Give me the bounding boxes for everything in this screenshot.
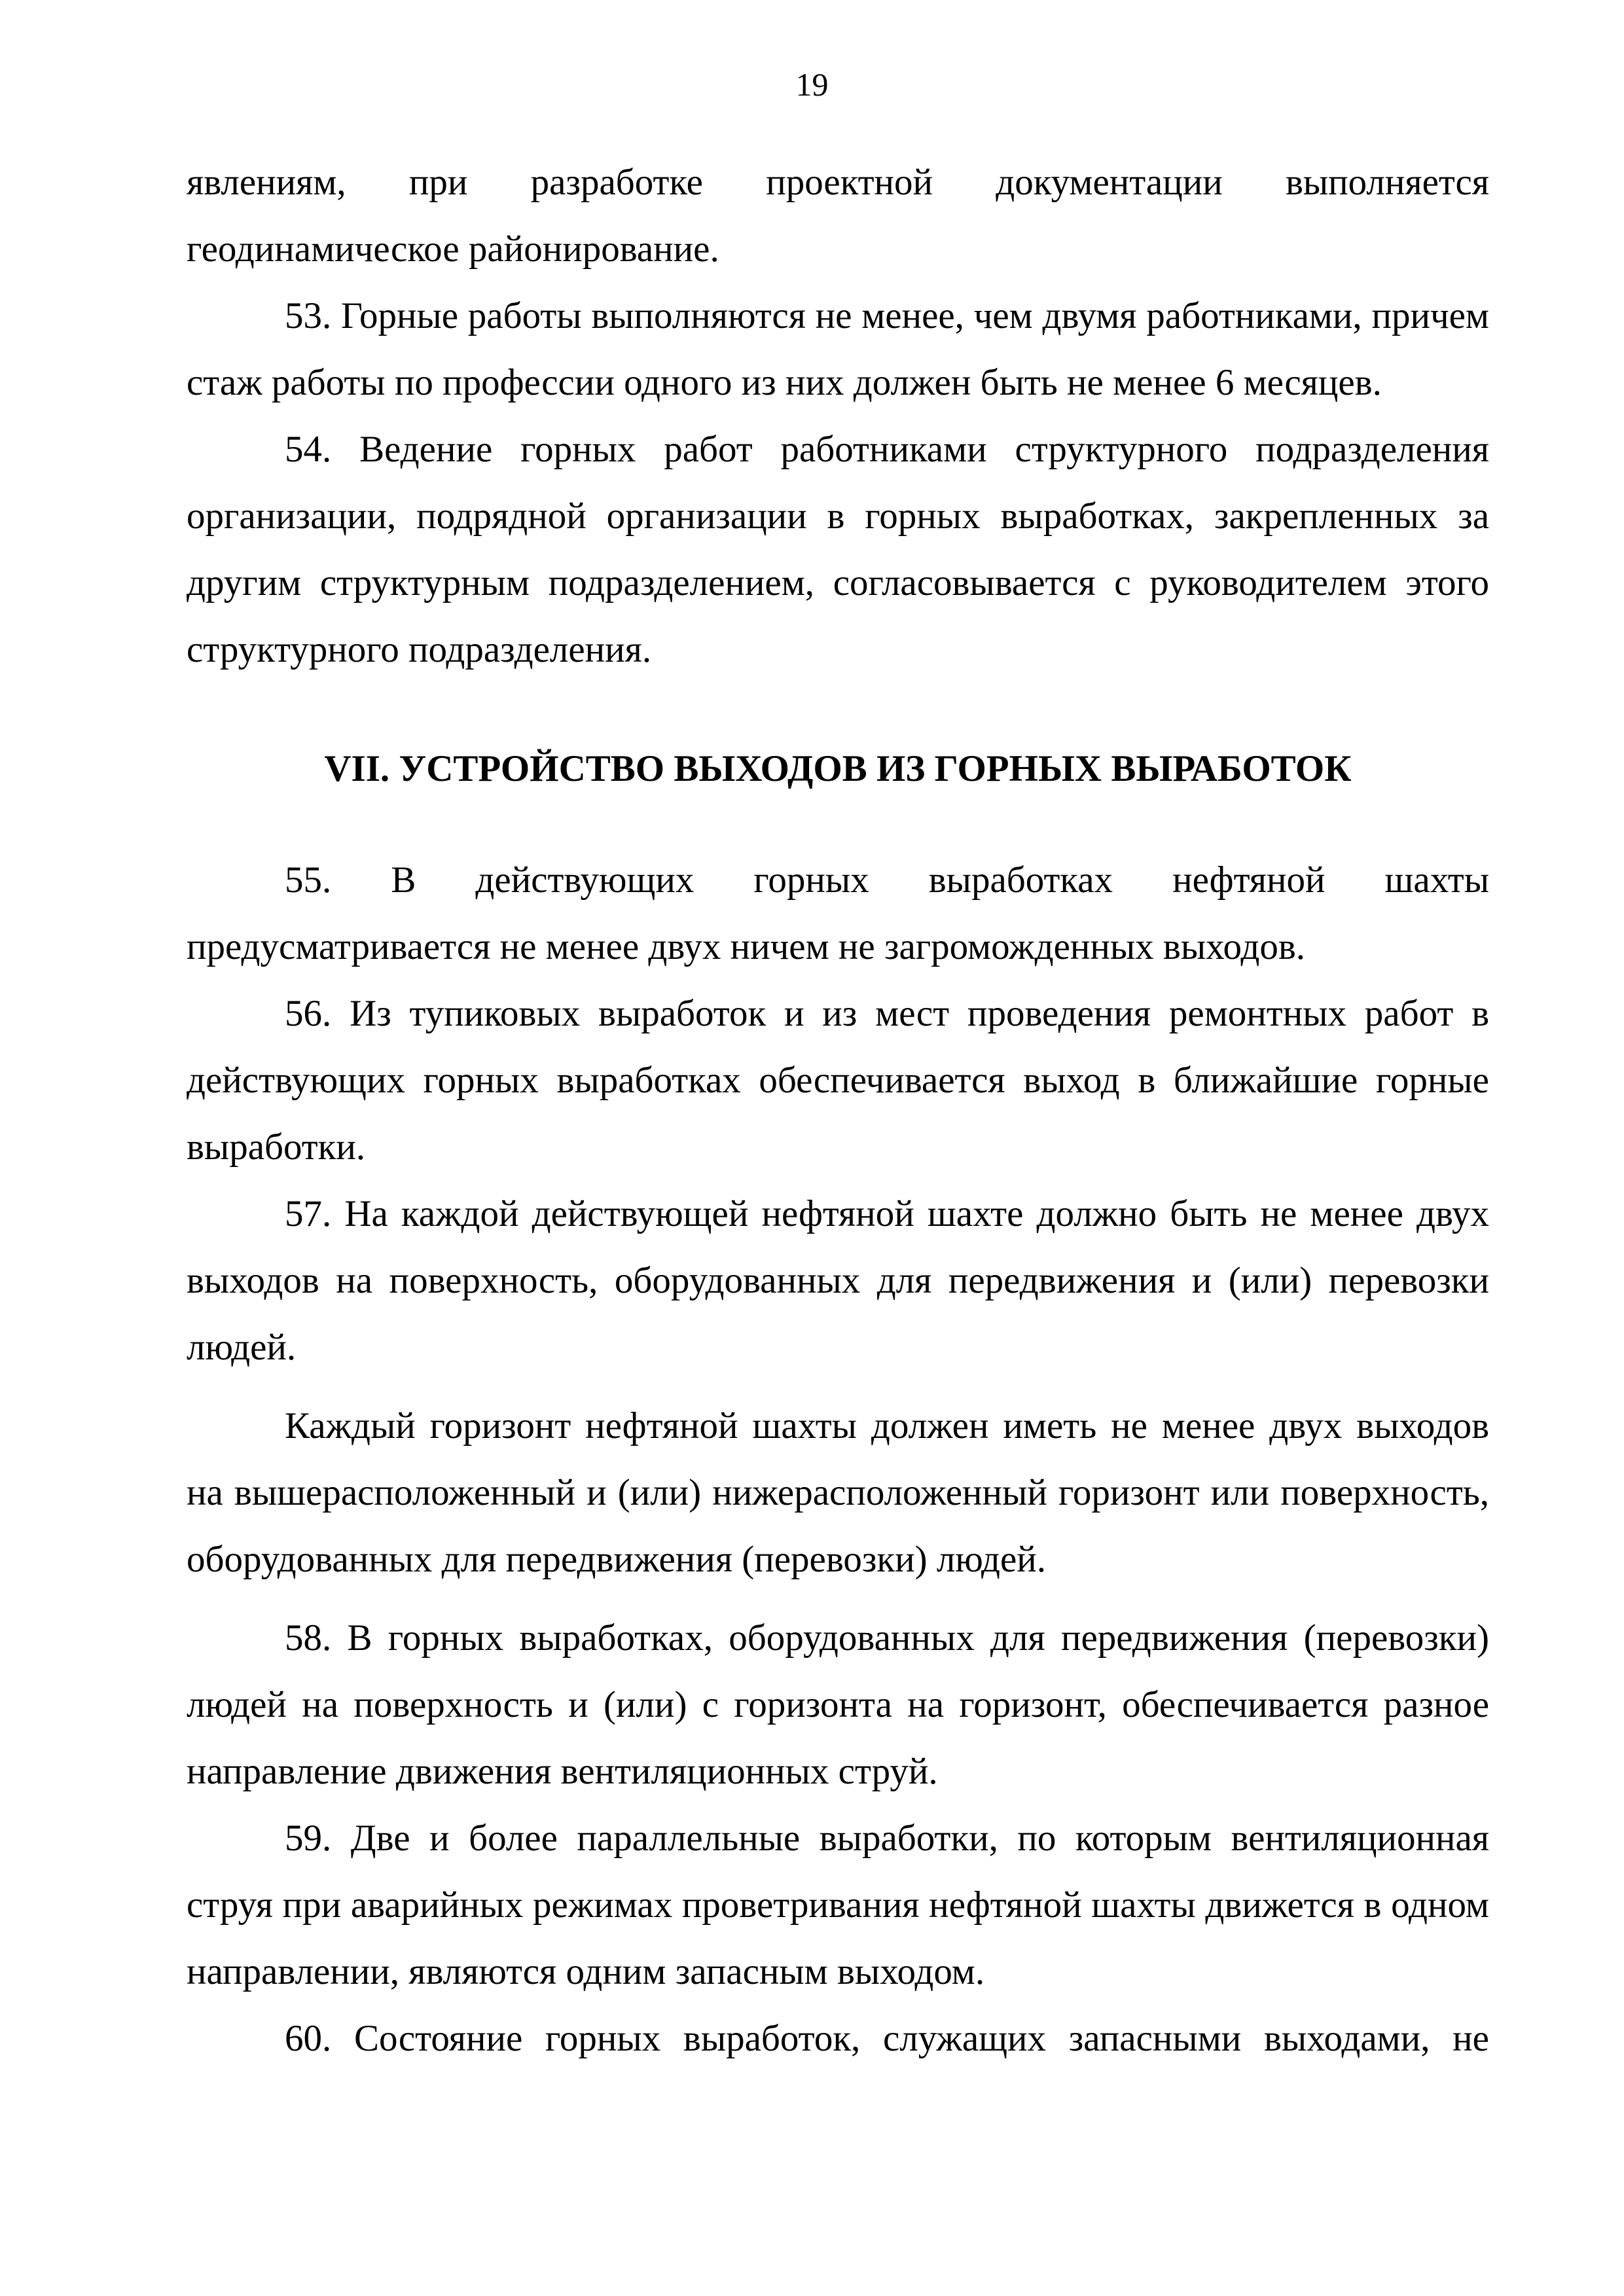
paragraph-54: 54. Ведение горных работ работниками структурного подразделения организации, подрядной организации в горных выработках, закрепленных за другим структурным подразделением, согласовывается с руководителем этого структурного подразделения. [187,429,1489,670]
paragraph-57: 57. На каждой действующей нефтяной шахте должно быть не менее двух выходов на поверхность, оборудованных для передвижения и (или) перевозки людей. [187,1193,1489,1368]
paragraph-continued: явлениям, при разработке проектной документации выполняется геодинамическое районирование. [187,162,1489,270]
paragraph-53: 53. Горные работы выполняются не менее, чем двумя работниками, причем стаж работы по профессии одного из них должен быть не менее 6 месяцев. [187,295,1489,403]
paragraph-58: 58. В горных выработках, оборудованных для передвижения (перевозки) людей на поверхность и (или) с горизонта на горизонт, обеспечивается разное направление движения вентиляционных струй. [187,1617,1489,1792]
paragraph-60: 60. Состояние горных выработок, служащих запасными выходами, не [285,2018,1489,2059]
document-body [187,149,1489,2072]
page-number: 19 [795,66,829,103]
section-heading: VII. УСТРОЙСТВО ВЫХОДОВ ИЗ ГОРНЫХ ВЫРАБОТОК [324,748,1352,789]
paragraph-55: 55. В действующих горных выработках нефтяной шахты предусматривается не менее двух ничем не загроможденных выходов. [187,859,1489,967]
paragraph-57-continued: Каждый горизонт нефтяной шахты должен иметь не менее двух выходов на вышерасположенный и (или) нижерасположенный горизонт или поверхность, оборудованных для передвижения (перевозки) людей. [187,1405,1489,1580]
paragraph-59: 59. Две и более параллельные выработки, по которым вентиляционная струя при аварийных режимах проветривания нефтяной шахты движется в одном направлении, являются одним запасным выходом. [187,1818,1489,1992]
paragraph-56: 56. Из тупиковых выработок и из мест проведения ремонтных работ в действующих горных выработках обеспечивается выход в ближайшие горные выработки. [187,993,1489,1168]
